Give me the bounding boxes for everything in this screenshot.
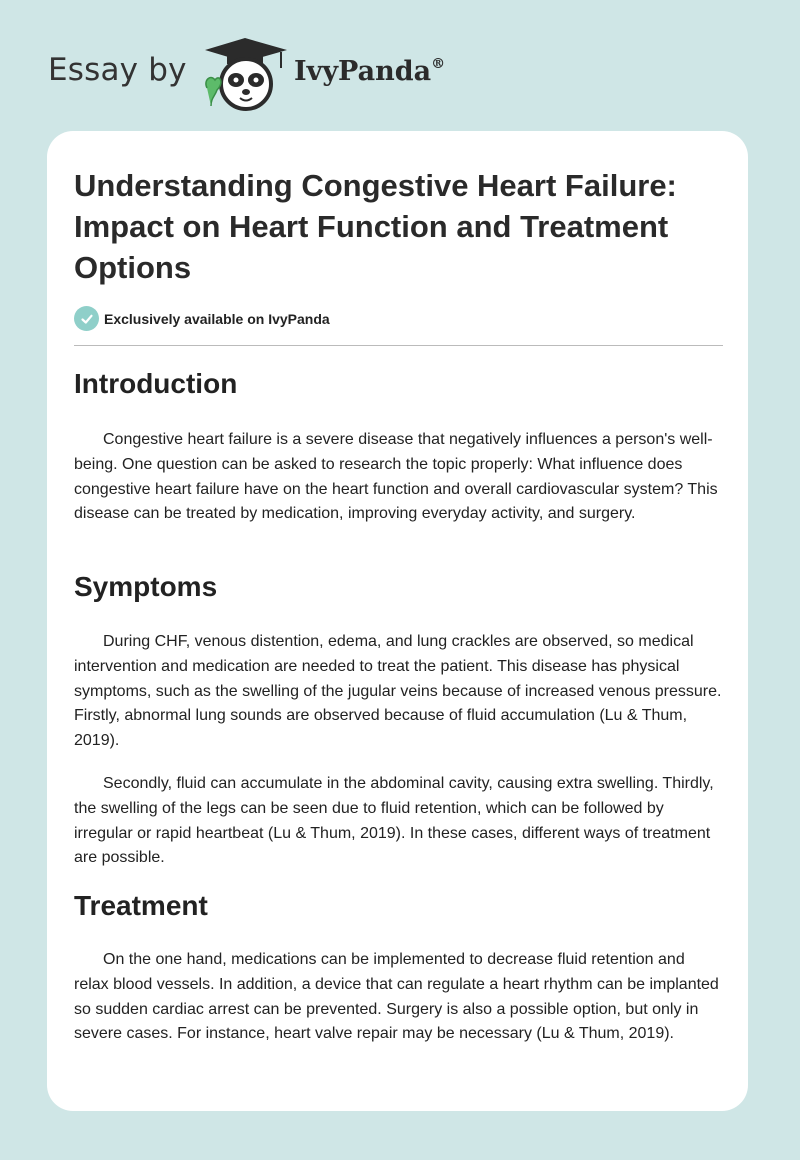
essay-card: [47, 131, 748, 1111]
brand-name[interactable]: IvyPanda®: [294, 56, 446, 87]
essay-title: Understanding Congestive Heart Failure: Impact on Heart Function and Treatment Options: [74, 168, 677, 285]
exclusive-label: Exclusively available on IvyPanda: [104, 310, 330, 327]
essay-by-label: Essay by: [48, 52, 187, 88]
section-heading-treatment: Treatment: [74, 890, 208, 921]
checkmark-icon: [74, 306, 99, 331]
exclusive-badge: [74, 306, 330, 331]
section-heading-introduction: Introduction: [74, 368, 238, 399]
paragraph: During CHF, venous distention, edema, and lung crackles are observed, so medical intervention and medication are needed to treat the patient. This disease has physical symptoms, such as the swelling of the jugular veins because of increased venous pressure. Firstly, abnormal lung sounds are observed because of fluid accumulation (Lu & Thum, 2019).: [74, 633, 722, 750]
paragraph: On the one hand, medications can be implemented to decrease fluid retention and relax blood vessels. In addition, a device that can regulate a heart rhythm can be implanted so sudden cardiac arrest can be prevented. Surgery is also a possible option, but only in severe cases. For instance, heart valve repair may be necessary (Lu & Thum, 2019).: [74, 951, 719, 1043]
panda-logo-icon[interactable]: [201, 36, 291, 112]
paragraph: Secondly, fluid can accumulate in the abdominal cavity, causing extra swelling. Thirdly, the swelling of the legs can be seen due to fluid retention, which can be followed by irregular or rapid heartbeat (Lu & Thum, 2019). In these cases, different ways of treatment are possible.: [74, 775, 714, 867]
divider: [74, 345, 723, 346]
section-heading-symptoms: Symptoms: [74, 571, 218, 602]
paragraph: Congestive heart failure is a severe disease that negatively influences a person's well-being. One question can be asked to research the topic properly: What influence does congestive heart failure have on the heart function and overall cardiovascular system? This disease can be treated by medication, improving everyday activity, and surgery.: [74, 431, 718, 523]
site-header: [48, 34, 548, 114]
